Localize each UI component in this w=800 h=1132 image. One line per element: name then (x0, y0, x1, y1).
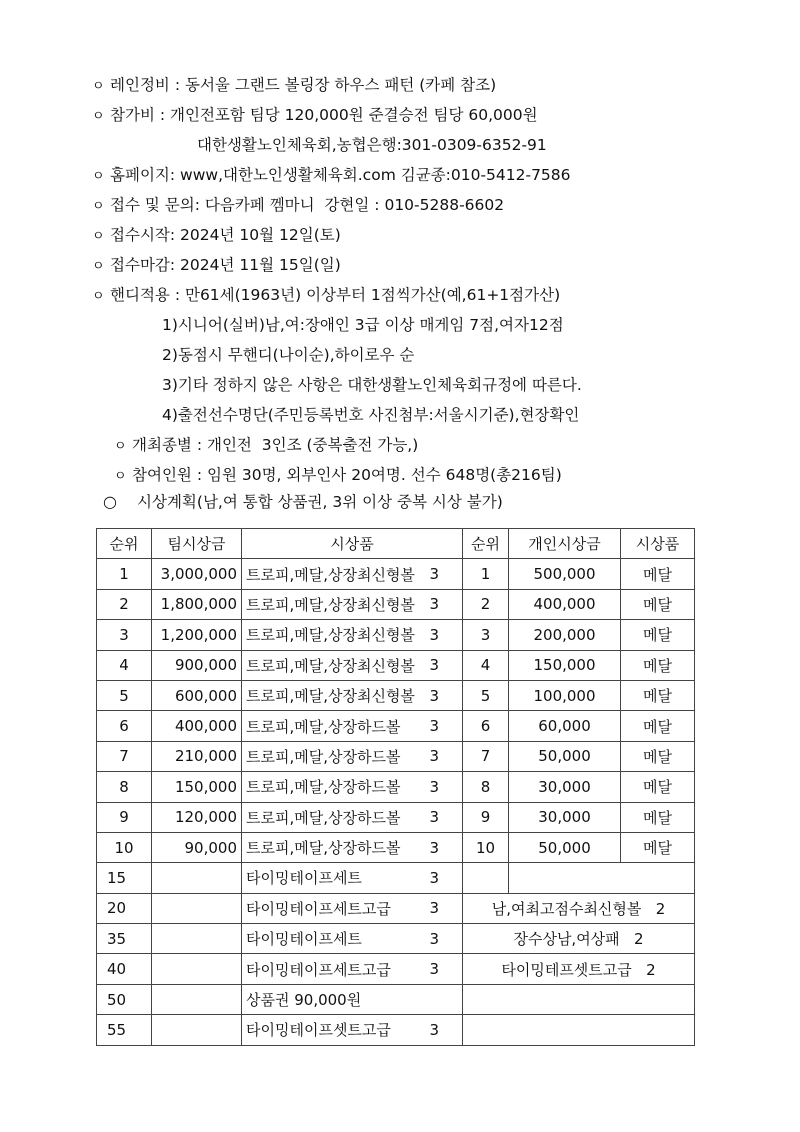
cell-individual-prize: 150,000 (509, 650, 621, 680)
cell-team-prize: 1,200,000 (152, 620, 242, 650)
cell-individual-item: 메달 (621, 772, 695, 802)
cell-item: 타이밍테이프세트고급 (242, 954, 426, 984)
bullet-icon: ㅇ (92, 289, 105, 304)
info-line: ㅇ 접수마감: 2024년 11월 15일(일) (92, 250, 772, 280)
cell-team-prize (152, 954, 242, 984)
cell-rank: 15 (97, 863, 152, 893)
cell-item: 트로피,메달,상장최신형볼 (242, 559, 426, 589)
cell-rank: 10 (97, 832, 152, 862)
bullet-icon: ㅇ (92, 229, 105, 244)
cell-team-prize: 90,000 (152, 832, 242, 862)
cell-item: 타이밍테이프세트 (242, 863, 426, 893)
cell-team-prize (152, 924, 242, 954)
cell-qty: 3 (426, 863, 463, 893)
cell-qty: 3 (426, 893, 463, 923)
header-team-prize: 팀시상금 (152, 529, 242, 559)
cell-team-prize (152, 863, 242, 893)
cell-rank: 8 (97, 772, 152, 802)
cell-individual-prize: 100,000 (509, 680, 621, 710)
info-line: ㅇ 레인정비 : 동서울 그랜드 볼링장 하우스 패턴 (카페 참조) (92, 70, 772, 100)
info-line: ㅇ 홈페이지: www,대한노인생활체육회.com 김균종:010-5412-7586 (92, 160, 772, 190)
table-header (97, 529, 695, 559)
cell-rank: 4 (97, 650, 152, 680)
cell-team-prize: 600,000 (152, 680, 242, 710)
cell-item: 상품권 90,000원 (242, 984, 426, 1014)
cell-rank-2: 6 (463, 711, 509, 741)
table-row (97, 589, 695, 619)
cell-individual-prize: 500,000 (509, 559, 621, 589)
cell-rank: 3 (97, 620, 152, 650)
cell-qty: 3 (426, 741, 463, 771)
cell-qty: 3 (426, 1015, 463, 1045)
cell-individual-item: 메달 (621, 680, 695, 710)
cell-individual-item: 메달 (621, 620, 695, 650)
circle-icon: ○ (103, 492, 117, 511)
cell-empty (463, 863, 509, 893)
cell-special-award: 타이밍테프셋트고급 2 (463, 954, 695, 984)
cell-individual-prize: 400,000 (509, 589, 621, 619)
header-item: 시상품 (242, 529, 463, 559)
table-row (97, 741, 695, 771)
table-row (97, 1015, 695, 1045)
cell-qty: 3 (426, 589, 463, 619)
prize-table (96, 528, 695, 1046)
cell-item: 트로피,메달,상장하드볼 (242, 832, 426, 862)
table-row (97, 863, 695, 893)
cell-individual-prize: 50,000 (509, 741, 621, 771)
cell-individual-item: 메달 (621, 832, 695, 862)
cell-item: 트로피,메달,상장하드볼 (242, 711, 426, 741)
cell-qty: 3 (426, 802, 463, 832)
cell-individual-item: 메달 (621, 741, 695, 771)
cell-item: 트로피,메달,상장최신형볼 (242, 680, 426, 710)
cell-item: 트로피,메달,상장최신형볼 (242, 620, 426, 650)
cell-rank: 9 (97, 802, 152, 832)
cell-special-award: 장수상남,여상패 2 (463, 924, 695, 954)
section-title: ○ 시상계획(남,여 통합 상품권, 3위 이상 중복 시상 불가) (103, 487, 503, 517)
cell-item: 트로피,메달,상장하드볼 (242, 741, 426, 771)
cell-rank-2: 4 (463, 650, 509, 680)
cell-individual-item: 메달 (621, 650, 695, 680)
bullet-icon: ㅇ (92, 79, 105, 94)
cell-rank: 50 (97, 984, 152, 1014)
header-rank: 순위 (97, 529, 152, 559)
cell-team-prize: 1,800,000 (152, 589, 242, 619)
info-line: ㅇ 참가비 : 개인전포함 팀당 120,000원 준결승전 팀당 60,000원 (92, 100, 772, 130)
cell-item: 타이밍테이프셋트고급 (242, 1015, 426, 1045)
info-line: ㅇ 핸디적용 : 만61세(1963년) 이상부터 1점씩가산(예,61+1점가산) (92, 280, 772, 310)
bullet-icon: ㅇ (114, 469, 127, 484)
cell-empty (463, 1015, 695, 1045)
table-row (97, 711, 695, 741)
table-row (97, 650, 695, 680)
cell-individual-item: 메달 (621, 559, 695, 589)
header-rank-2: 순위 (463, 529, 509, 559)
cell-team-prize (152, 984, 242, 1014)
cell-rank: 40 (97, 954, 152, 984)
cell-rank: 2 (97, 589, 152, 619)
table-row (97, 924, 695, 954)
cell-rank-2: 1 (463, 559, 509, 589)
cell-qty: 3 (426, 650, 463, 680)
cell-rank: 55 (97, 1015, 152, 1045)
table-row (97, 954, 695, 984)
cell-qty: 3 (426, 954, 463, 984)
table-row (97, 680, 695, 710)
bullet-icon: ㅇ (92, 109, 105, 124)
table-row (97, 620, 695, 650)
cell-rank-2: 9 (463, 802, 509, 832)
table-row (97, 559, 695, 589)
table-row (97, 893, 695, 923)
table-row (97, 772, 695, 802)
cell-rank: 7 (97, 741, 152, 771)
cell-item: 트로피,메달,상장하드볼 (242, 802, 426, 832)
cell-rank: 5 (97, 680, 152, 710)
cell-item: 타이밍테이프세트고급 (242, 893, 426, 923)
cell-rank: 20 (97, 893, 152, 923)
cell-item: 트로피,메달,상장최신형볼 (242, 650, 426, 680)
cell-rank-2: 8 (463, 772, 509, 802)
cell-rank: 1 (97, 559, 152, 589)
cell-empty (509, 863, 695, 893)
cell-individual-prize: 50,000 (509, 832, 621, 862)
cell-individual-item: 메달 (621, 711, 695, 741)
info-line: 3)기타 정하지 않은 사항은 대한생활노인체육회규정에 따른다. (162, 376, 582, 394)
cell-individual-prize: 60,000 (509, 711, 621, 741)
cell-rank: 6 (97, 711, 152, 741)
cell-individual-item: 메달 (621, 589, 695, 619)
table-row (97, 802, 695, 832)
cell-team-prize: 3,000,000 (152, 559, 242, 589)
cell-individual-item: 메달 (621, 802, 695, 832)
bullet-icon: ㅇ (92, 199, 105, 214)
info-line: ㅇ 접수시작: 2024년 10월 12일(토) (92, 220, 772, 250)
info-line: 2)동점시 무핸디(나이순),하이로우 순 (162, 346, 415, 364)
header-individual-prize: 개인시상금 (509, 529, 621, 559)
cell-rank-2: 7 (463, 741, 509, 771)
cell-team-prize: 400,000 (152, 711, 242, 741)
info-section (92, 70, 772, 490)
info-line: ㅇ 개최종별 : 개인전 3인조 (중복출전 가능,) (92, 430, 772, 460)
info-line: 1)시니어(실버)남,여:장애인 3급 이상 매게임 7점,여자12점 (162, 316, 564, 334)
cell-item: 트로피,메달,상장하드볼 (242, 772, 426, 802)
bullet-icon: ㅇ (92, 169, 105, 184)
cell-qty: 3 (426, 924, 463, 954)
cell-rank-2: 3 (463, 620, 509, 650)
cell-qty: 3 (426, 620, 463, 650)
cell-individual-prize: 30,000 (509, 802, 621, 832)
cell-qty: 3 (426, 559, 463, 589)
cell-item: 타이밍테이프세트 (242, 924, 426, 954)
cell-qty (426, 984, 463, 1014)
cell-special-award: 남,여최고점수최신형볼 2 (463, 893, 695, 923)
info-line: 4)출전선수명단(주민등록번호 사진첨부:서울시기준),현장확인 (162, 406, 580, 424)
cell-team-prize: 150,000 (152, 772, 242, 802)
cell-qty: 3 (426, 832, 463, 862)
cell-item: 트로피,메달,상장최신형볼 (242, 589, 426, 619)
cell-rank: 35 (97, 924, 152, 954)
bullet-icon: ㅇ (92, 259, 105, 274)
cell-individual-prize: 30,000 (509, 772, 621, 802)
cell-qty: 3 (426, 711, 463, 741)
table-row (97, 984, 695, 1014)
cell-team-prize: 210,000 (152, 741, 242, 771)
cell-qty: 3 (426, 772, 463, 802)
cell-team-prize (152, 1015, 242, 1045)
cell-team-prize (152, 893, 242, 923)
cell-empty (463, 984, 695, 1014)
info-line: 대한생활노인체육회,농협은행:301-0309-6352-91 (197, 136, 547, 154)
cell-team-prize: 120,000 (152, 802, 242, 832)
info-line: ㅇ 참여인원 : 임원 30명, 외부인사 20여명. 선수 648명(총216팀) (92, 460, 772, 490)
cell-team-prize: 900,000 (152, 650, 242, 680)
info-line: ㅇ 접수 및 문의: 다음카페 껨마니 강현일 : 010-5288-6602 (92, 190, 772, 220)
cell-rank-2: 2 (463, 589, 509, 619)
cell-individual-prize: 200,000 (509, 620, 621, 650)
header-individual-item: 시상품 (621, 529, 695, 559)
cell-rank-2: 5 (463, 680, 509, 710)
table-row (97, 832, 695, 862)
bullet-icon: ㅇ (114, 439, 127, 454)
cell-rank-2: 10 (463, 832, 509, 862)
cell-qty: 3 (426, 680, 463, 710)
